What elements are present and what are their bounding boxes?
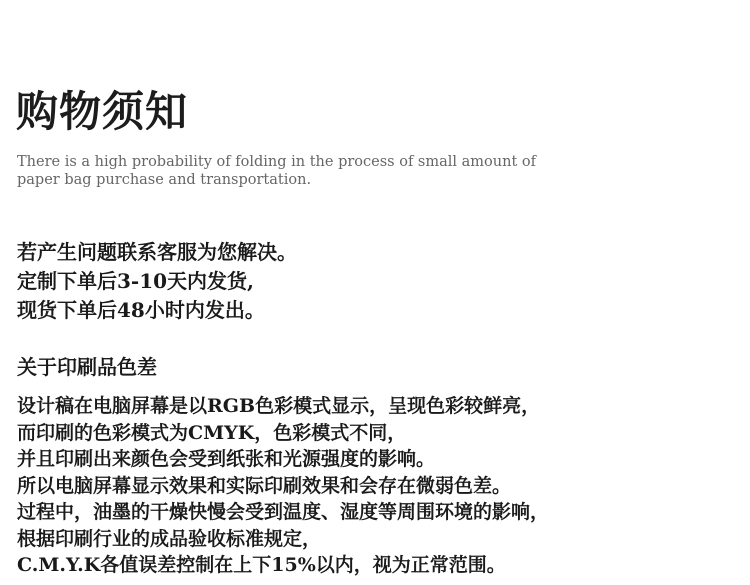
service-note-line: 定制下单后3-10天内发货, [17,269,255,293]
service-note-line: 现货下单后48小时内发出。 [17,298,265,322]
color-note-line: 过程中，油墨的干燥快慢会受到温度、湿度等周围环境的影响， [17,501,550,523]
color-note-line: 设计稿在电脑屏幕是以RGB色彩模式显示，呈现色彩较鲜亮， [17,395,541,417]
color-note-line: 而印刷的色彩模式为CMYK，色彩模式不同， [17,421,407,444]
color-note-line: 并且印刷出来颜色会受到纸张和光源强度的影响。 [17,448,436,470]
page-title: 购物须知 [16,87,189,136]
subtitle-line: There is a high probability of folding in the process of small amount of [17,154,536,170]
color-difference-heading: 关于印刷品色差 [17,355,157,379]
color-note-line: C.M.Y.K各值误差控制在上下15%以内，视为正常范围。 [17,554,506,576]
service-note-line: 若产生问题联系客服为您解决。 [17,240,297,264]
service-notes [17,238,297,325]
color-note-line: 根据印刷行业的成品验收标准规定， [17,527,322,550]
color-difference-text [17,393,549,579]
subtitle-line: paper bag purchase and transportation. [17,172,312,188]
color-note-line: 所以电脑屏幕显示效果和实际印刷效果和会存在微弱色差。 [17,474,512,497]
page-subtitle [17,153,577,189]
